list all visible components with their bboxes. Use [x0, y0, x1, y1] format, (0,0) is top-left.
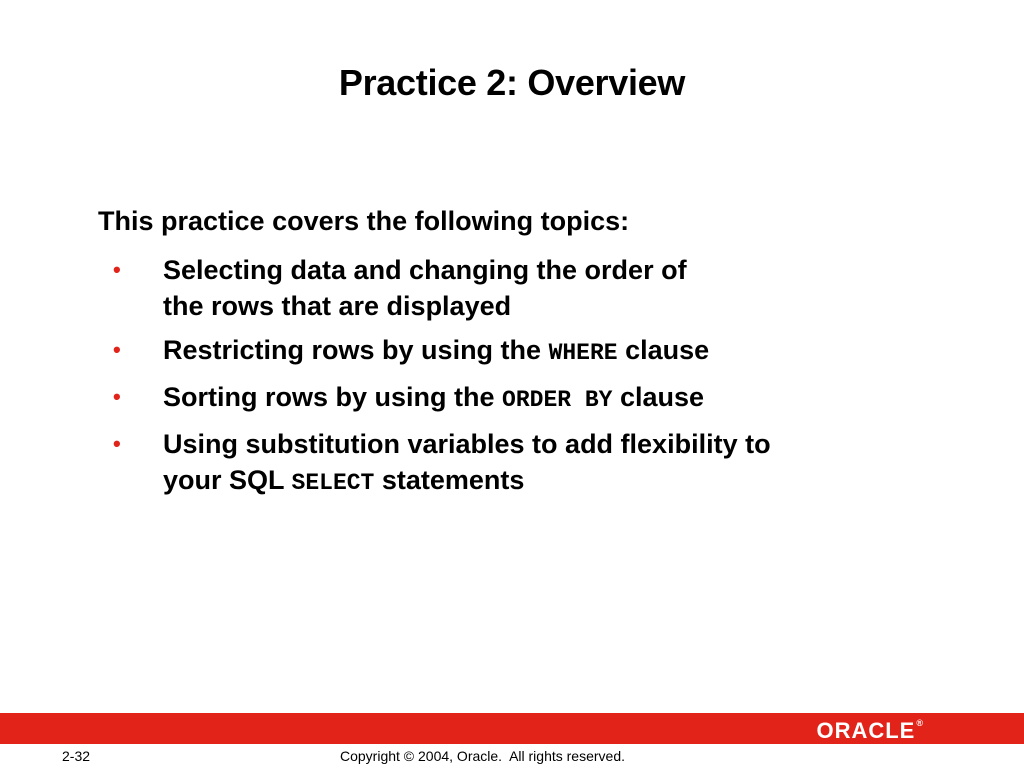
logo-text: ORACLE: [816, 718, 916, 743]
oracle-logo: [816, 718, 924, 744]
sql-keyword: WHERE: [548, 340, 618, 366]
slide-title: Practice 2: Overview: [338, 62, 686, 103]
list-item: [0, 379, 900, 418]
sql-keyword: SELECT: [291, 470, 375, 496]
list-item: [0, 426, 900, 501]
topic-text: Using substitution variables to add flexibility to: [163, 429, 771, 459]
topic-text: Restricting rows by using the: [163, 335, 549, 365]
topic-text: clause: [617, 335, 710, 365]
topic-text: Selecting data and changing the order of: [163, 255, 687, 285]
topics-list: [0, 252, 900, 509]
list-item: [0, 252, 900, 324]
intro-text: This practice covers the following topics:: [98, 206, 630, 236]
topic-text: the rows that are displayed: [163, 291, 512, 321]
sql-keyword: ORDER BY: [502, 387, 613, 413]
topic-text: Sorting rows by using the: [163, 382, 503, 412]
topic-text: clause: [612, 382, 705, 412]
copyright-text: Copyright © 2004, Oracle. All rights reserved.: [340, 748, 625, 764]
page-number: 2-32: [62, 748, 91, 764]
registered-mark: ®: [916, 718, 924, 728]
topic-text: statements: [374, 465, 525, 495]
topic-text: your SQL: [163, 465, 292, 495]
bullet-icon: •: [113, 257, 121, 282]
bullet-icon: •: [113, 384, 121, 409]
bullet-icon: •: [113, 431, 121, 456]
bullet-icon: •: [113, 337, 121, 362]
list-item: [0, 332, 900, 371]
footer-bar: [0, 713, 1024, 744]
